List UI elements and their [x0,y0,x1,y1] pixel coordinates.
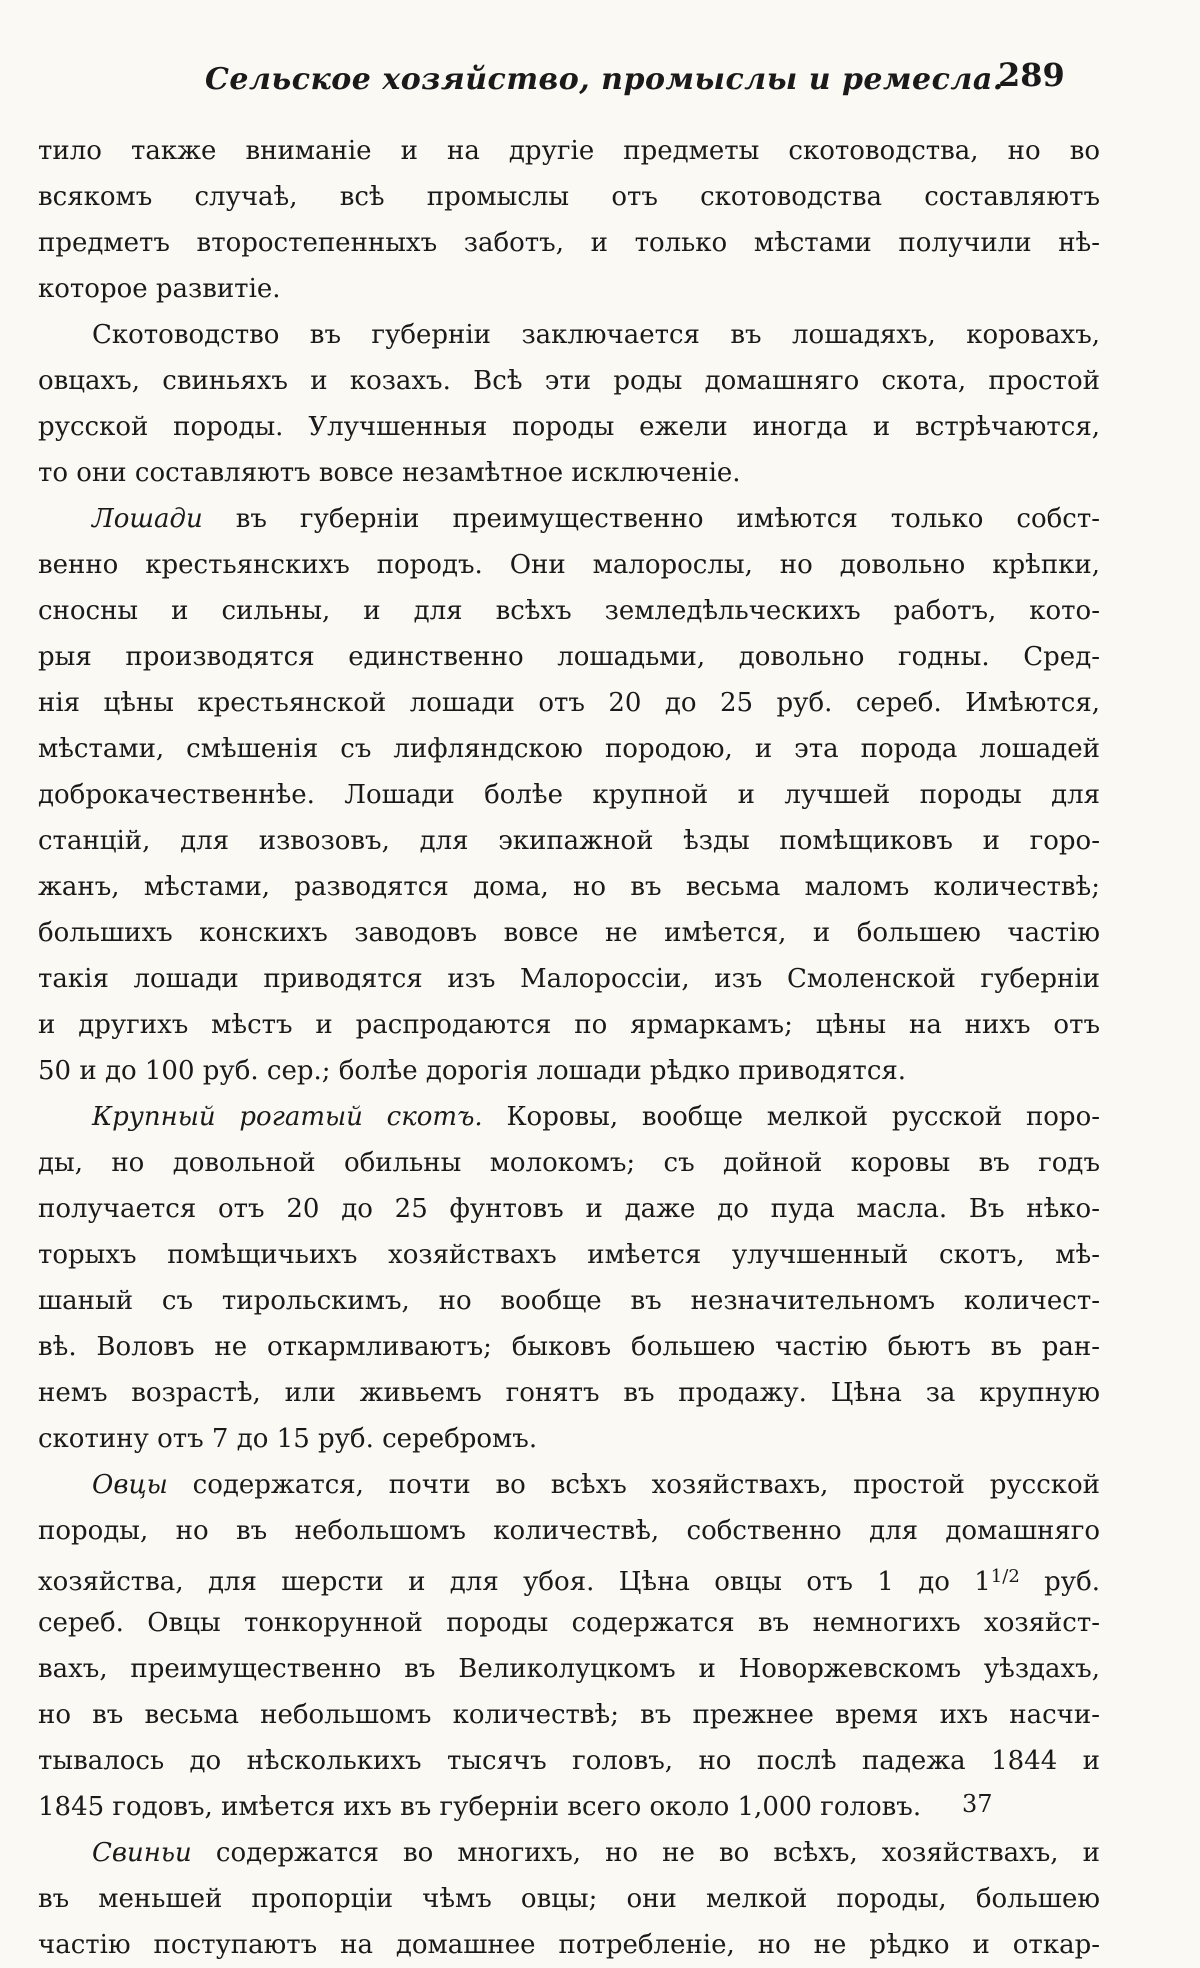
text-line: станцій, для извозовъ, для экипажной ѣзды помѣщиковъ и горо- [38,826,1100,856]
text-line [38,496,1100,542]
text-fragment: въ губерніи преимущественно имѣются только собст- [235,504,1100,534]
page-number: 289 [998,56,1065,94]
text-line [38,1094,1100,1140]
text-line: такія лошади приводятся изъ Малороссіи, изъ Смоленской губерніи [38,964,1100,994]
text-fragment: Коровы, вообще мелкой русской поро- [506,1102,1100,1132]
italic-term-cattle: Крупный рогатый скотъ. [92,1102,483,1132]
text-line: сереб. Овцы тонкорунной породы содержатся въ немногихъ хозяйст- [38,1608,1100,1638]
text-line: сносны и сильны, и для всѣхъ земледѣльческихъ работъ, кото- [38,596,1100,626]
text-line: торыхъ помѣщичьихъ хозяйствахъ имѣется улучшенный скотъ, мѣ- [38,1240,1100,1270]
running-title: Сельское хозяйство, промыслы и ремесла. [205,62,1004,97]
text-line: доброкачественнѣе. Лошади болѣе крупной и лучшей породы для [38,780,1100,810]
text-line: Скотоводство въ губерніи заключается въ лошадяхъ, коровахъ, [92,320,1100,350]
text-line: частію поступаютъ на домашнее потребленіе, но не рѣдко и откар- [38,1930,1100,1960]
fraction: 1/2 [990,1566,1020,1587]
text-fragment: хозяйства, для шерсти и для убоя. Цѣна овцы отъ 1 до 1 [38,1567,991,1597]
text-line: ды, но довольной обильны молокомъ; съ дойной коровы въ годъ [38,1148,1100,1178]
text-line: тывалось до нѣсколькихъ тысячъ головъ, но послѣ падежа 1844 и [38,1746,1100,1776]
text-line: породы, но въ небольшомъ количествѣ, собственно для домашняго [38,1516,1100,1546]
text-line: 1845 годовъ, имѣется ихъ въ губерніи всего около 1,000 головъ. [38,1792,922,1822]
signature-mark: 37 [962,1790,993,1818]
text-line: то они составляютъ вовсе незамѣтное исключеніе. [38,458,741,488]
text-line: вахъ, преимущественно въ Великолуцкомъ и Новоржевскомъ уѣздахъ, [38,1654,1100,1684]
italic-term-pigs: Свиньи [92,1838,192,1868]
text-line [38,1462,1100,1508]
text-line: нія цѣны крестьянской лошади отъ 20 до 25 руб. сереб. Имѣются, [38,688,1100,718]
text-line: получается отъ 20 до 25 фунтовъ и даже до пуда масла. Въ нѣко- [38,1194,1100,1224]
text-line: которое развитіе. [38,274,281,304]
text-line: русской породы. Улучшенныя породы ежели иногда и встрѣчаются, [38,412,1100,442]
text-line: предметъ второстепенныхъ заботъ, и только мѣстами получили нѣ- [38,228,1100,258]
text-line: вѣ. Воловъ не откармливаютъ; быковъ большею частію бьютъ въ ран- [38,1332,1100,1362]
text-line: жанъ, мѣстами, разводятся дома, но въ весьма маломъ количествѣ; [38,872,1100,902]
text-line: 50 и до 100 руб. сер.; болѣе дорогія лошади рѣдко приводятся. [38,1056,907,1086]
text-fragment: содержатся, почти во всѣхъ хозяйствахъ, простой русской [192,1470,1100,1500]
text-fragment: руб. [1044,1567,1100,1597]
text-line: и другихъ мѣстъ и распродаются по ярмаркамъ; цѣны на нихъ отъ [38,1010,1100,1040]
text-line: мѣстами, смѣшенія съ лифляндскою породою, и эта порода лошадей [38,734,1100,764]
text-line: шаный съ тирольскимъ, но вообще въ незначительномъ количест- [38,1286,1100,1316]
text-line: но въ весьма небольшомъ количествѣ; въ прежнее время ихъ насчи- [38,1700,1100,1730]
text-line: рыя производятся единственно лошадьми, довольно годны. Сред- [38,642,1100,672]
text-line: большихъ конскихъ заводовъ вовсе не имѣется, и большею частію [38,918,1100,948]
text-line [38,1830,1100,1876]
italic-term-sheep: Овцы [92,1470,168,1500]
text-line [38,1554,1100,1600]
text-line: венно крестьянскихъ породъ. Они малорослы, но довольно крѣпки, [38,550,1100,580]
text-line: тило также вниманіе и на другіе предметы скотоводства, но во [38,136,1100,166]
text-fragment: содержатся во многихъ, но не во всѣхъ, хозяйствахъ, и [215,1838,1100,1868]
body-text [38,128,1100,1968]
italic-term-horses: Лошади [92,504,203,534]
text-line: скотину отъ 7 до 15 руб. серебромъ. [38,1424,538,1454]
text-line: овцахъ, свиньяхъ и козахъ. Всѣ эти роды домашняго скота, простой [38,366,1100,396]
text-line: немъ возрастѣ, или живьемъ гонятъ въ продажу. Цѣна за крупную [38,1378,1100,1408]
text-line: въ меньшей пропорціи чѣмъ овцы; они мелкой породы, большею [38,1884,1100,1914]
text-line: всякомъ случаѣ, всѣ промыслы отъ скотоводства составляютъ [38,182,1100,212]
